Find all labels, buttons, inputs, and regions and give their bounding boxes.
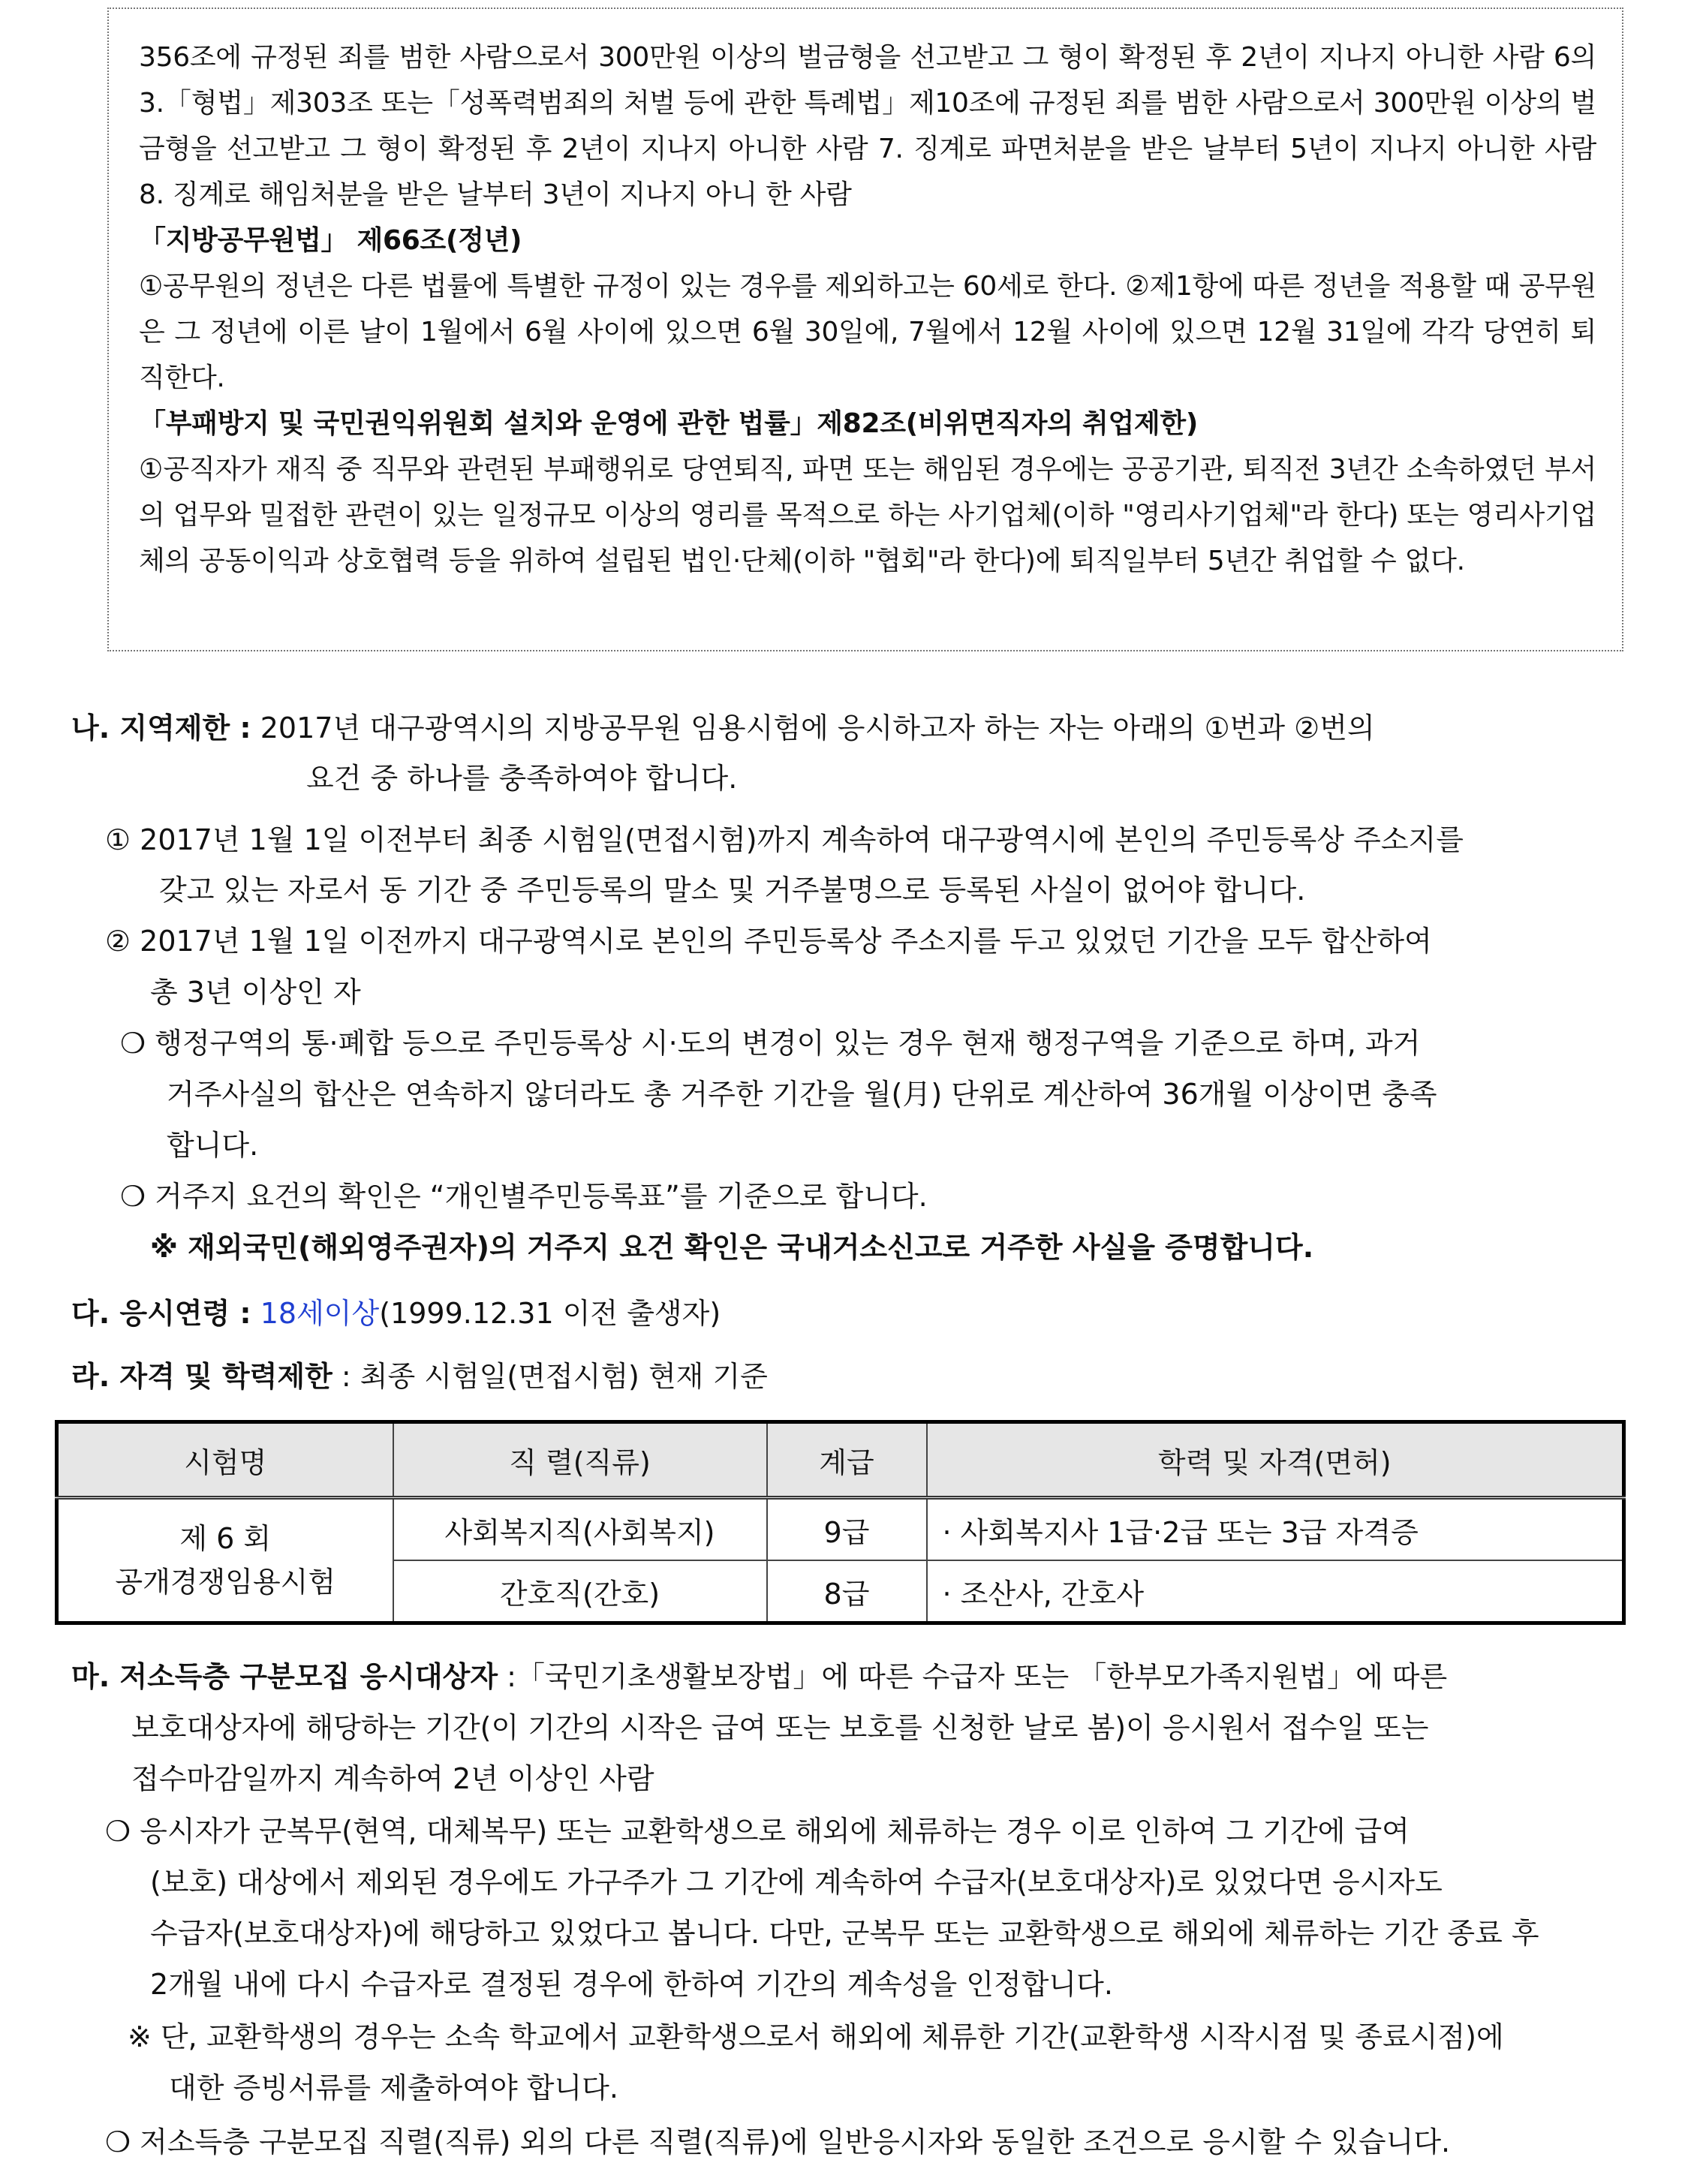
region-text-cont: 요건 중 하나를 충족하여야 합니다. — [306, 762, 738, 795]
table-row — [57, 1498, 1624, 1561]
qualification-cell: · 조산사, 간호사 — [927, 1560, 1624, 1623]
section-label: 마. 저소득층 구분모집 응시대상자 — [71, 1660, 498, 1693]
law-clause-text: 356조에 규정된 죄를 범한 사람으로서 300만원 이상의 벌금형을 선고받고 그 형이 확정된 후 2년이 지나지 아니한 사람 6의3.「형법」제303조 또는「성폭력범죄의 처벌 등에 관한 특례법」제10조에 규정된 죄를 범한 사람으로서 300만원 이상의 벌금형을 선고받고 그 형이 확정된 후 2년이 지나지 아니한 사람 7. 징계로 파면처분을 받은 날부터 5년이 지나지 아니한 사람 8. 징계로 해임처분을 받은 날부터 3년이 지나지 아니 한 사람 — [139, 42, 1596, 210]
qualification-cell: · 사회복지사 1급·2급 또는 3급 자격증 — [927, 1498, 1624, 1561]
region-item-1b: 갖고 있는 자로서 동 기간 중 주민등록의 말소 및 거주불명으로 등록된 사실이 없어야 합니다. — [159, 874, 1306, 907]
exam-name-line1: 제 6 회 — [179, 1522, 272, 1555]
header-exam: 시험명 — [57, 1422, 393, 1498]
series-cell: 사회복지직(사회복지) — [393, 1498, 767, 1561]
region-item-2a: ② 2017년 1월 1일 이전까지 대구광역시로 본인의 주민등록상 주소지를 두고 있었던 기간을 모두 합산하여 — [105, 925, 1432, 958]
grade-cell: 8급 — [767, 1560, 927, 1623]
series-cell: 간호직(간호) — [393, 1560, 767, 1623]
header-qualification: 학력 및 자격(면허) — [927, 1422, 1624, 1498]
low-income-note-1d: 2개월 내에 다시 수급자로 결정된 경우에 한하여 기간의 계속성을 인정합니다. — [150, 1968, 1113, 2001]
table-header-row — [57, 1422, 1624, 1498]
law-body-employment-restriction: ①공직자가 재직 중 직무와 관련된 부패행위로 당연퇴직, 파면 또는 해임된 경우에는 공공기관, 퇴직전 3년간 소속하였던 부서의 업무와 밀접한 관련이 있는 일정규모 이상의 영리를 목적으로 하는 사기업체(이하 "영리사기업체"라 한다) 또는 영리사기업체의 공동이익과 상호협력 등을 위하여 설립된 법인·단체(이하 "협회"라 한다)에 퇴직일부터 5년간 취업할 수 없다. — [139, 454, 1596, 576]
section-text: 2017년 대구광역시의 지방공무원 임용시험에 응시하고자 하는 자는 아래의 ①번과 ②번의 — [260, 711, 1375, 745]
region-note-1c: 합니다. — [167, 1129, 259, 1162]
law-title-anti-corruption: 「부패방지 및 국민권익위원회 설치와 운영에 관한 법률」제82조(비위면직자의 취업제한) — [139, 408, 1199, 439]
low-income-text: :「국민기초생활보장법」에 따른 수급자 또는 「한부모가족지원법」에 따른 — [507, 1660, 1448, 1693]
low-income-note-2a: ※ 단, 교환학생의 경우는 소속 학교에서 교환학생으로서 해외에 체류한 기간(교환학생 시작시점 및 종료시점)에 — [128, 2020, 1504, 2053]
header-grade: 계급 — [767, 1422, 927, 1498]
section-qualification — [71, 1351, 1636, 1402]
region-note-2: ❍ 거주지 요건의 확인은 “개인별주민등록표”를 기준으로 합니다. — [120, 1180, 928, 1213]
qualification-table — [55, 1420, 1626, 1625]
header-series: 직 렬(직류) — [393, 1422, 767, 1498]
section-low-income — [71, 1651, 1636, 1702]
exam-name-cell — [57, 1498, 393, 1623]
age-highlight: 18세이상 — [260, 1297, 380, 1330]
low-income-note-1c: 수급자(보호대상자)에 해당하고 있었다고 봅니다. 다만, 군복무 또는 교환학생으로 해외에 체류하는 기간 종료 후 — [150, 1917, 1539, 1950]
section-label: 나. 지역제한 : — [71, 711, 251, 745]
section-label: 라. 자격 및 학력제한 — [71, 1360, 332, 1393]
low-income-note-1b: (보호) 대상에서 제외된 경우에도 가구주가 그 기간에 계속하여 수급자(보호대상자)로 있었다면 응시자도 — [150, 1866, 1443, 1899]
qualification-rest: : 최종 시험일(면접시험) 현재 기준 — [341, 1360, 768, 1393]
low-income-note-3: ❍ 저소득층 구분모집 직렬(직류) 외의 다른 직렬(직류)에 일반응시자와 동일한 조건으로 응시할 수 있습니다. — [105, 2125, 1451, 2158]
low-income-text-2: 보호대상자에 해당하는 기간(이 기간의 시작은 급여 또는 보호를 신청한 날로 봄)이 응시원서 접수일 또는 — [131, 1711, 1429, 1744]
region-note-1a: ❍ 행정구역의 통·폐합 등으로 주민등록상 시·도의 변경이 있는 경우 현재 행정구역을 기준으로 하며, 과거 — [120, 1027, 1421, 1060]
low-income-note-2b: 대한 증빙서류를 제출하여야 합니다. — [169, 2071, 618, 2104]
grade-cell: 9급 — [767, 1498, 927, 1561]
section-age — [71, 1288, 1636, 1339]
section-label: 다. 응시연령 : — [71, 1297, 251, 1330]
law-body-retirement-age: ①공무원의 정년은 다른 법률에 특별한 규정이 있는 경우를 제외하고는 60세로 한다. ②제1항에 따른 정년을 적용할 때 공무원은 그 정년에 이른 날이 1월에서 6월 사이에 있으면 6월 30일에, 7월에서 12월 사이에 있으면 12월 31일에 각각 당연히 퇴직한다. — [139, 271, 1596, 393]
legal-excerpt-box — [107, 8, 1623, 651]
age-rest: (1999.12.31 이전 출생자) — [379, 1297, 721, 1330]
low-income-text-3: 접수마감일까지 계속하여 2년 이상인 사람 — [131, 1762, 654, 1795]
exam-name-line2: 공개경쟁임용시험 — [115, 1566, 336, 1599]
law-title-local-public-officials: 「지방공무원법」 제66조(정년) — [139, 225, 522, 256]
low-income-note-1a: ❍ 응시자가 군복무(현역, 대체복무) 또는 교환학생으로 해외에 체류하는 경우 이로 인하여 그 기간에 급여 — [105, 1815, 1410, 1848]
region-item-2b: 총 3년 이상인 자 — [150, 976, 361, 1009]
region-item-1a: ① 2017년 1월 1일 이전부터 최종 시험일(면접시험)까지 계속하여 대구광역시에 본인의 주민등록상 주소지를 — [105, 823, 1464, 856]
section-region-restriction — [71, 702, 1636, 754]
region-note-1b: 거주사실의 합산은 연속하지 않더라도 총 거주한 기간을 월(月) 단위로 계산하여 36개월 이상이면 충족 — [167, 1078, 1437, 1111]
region-note-3: ※ 재외국민(해외영주권자)의 거주지 요건 확인은 국내거소신고로 거주한 사실을 증명합니다. — [150, 1231, 1314, 1264]
